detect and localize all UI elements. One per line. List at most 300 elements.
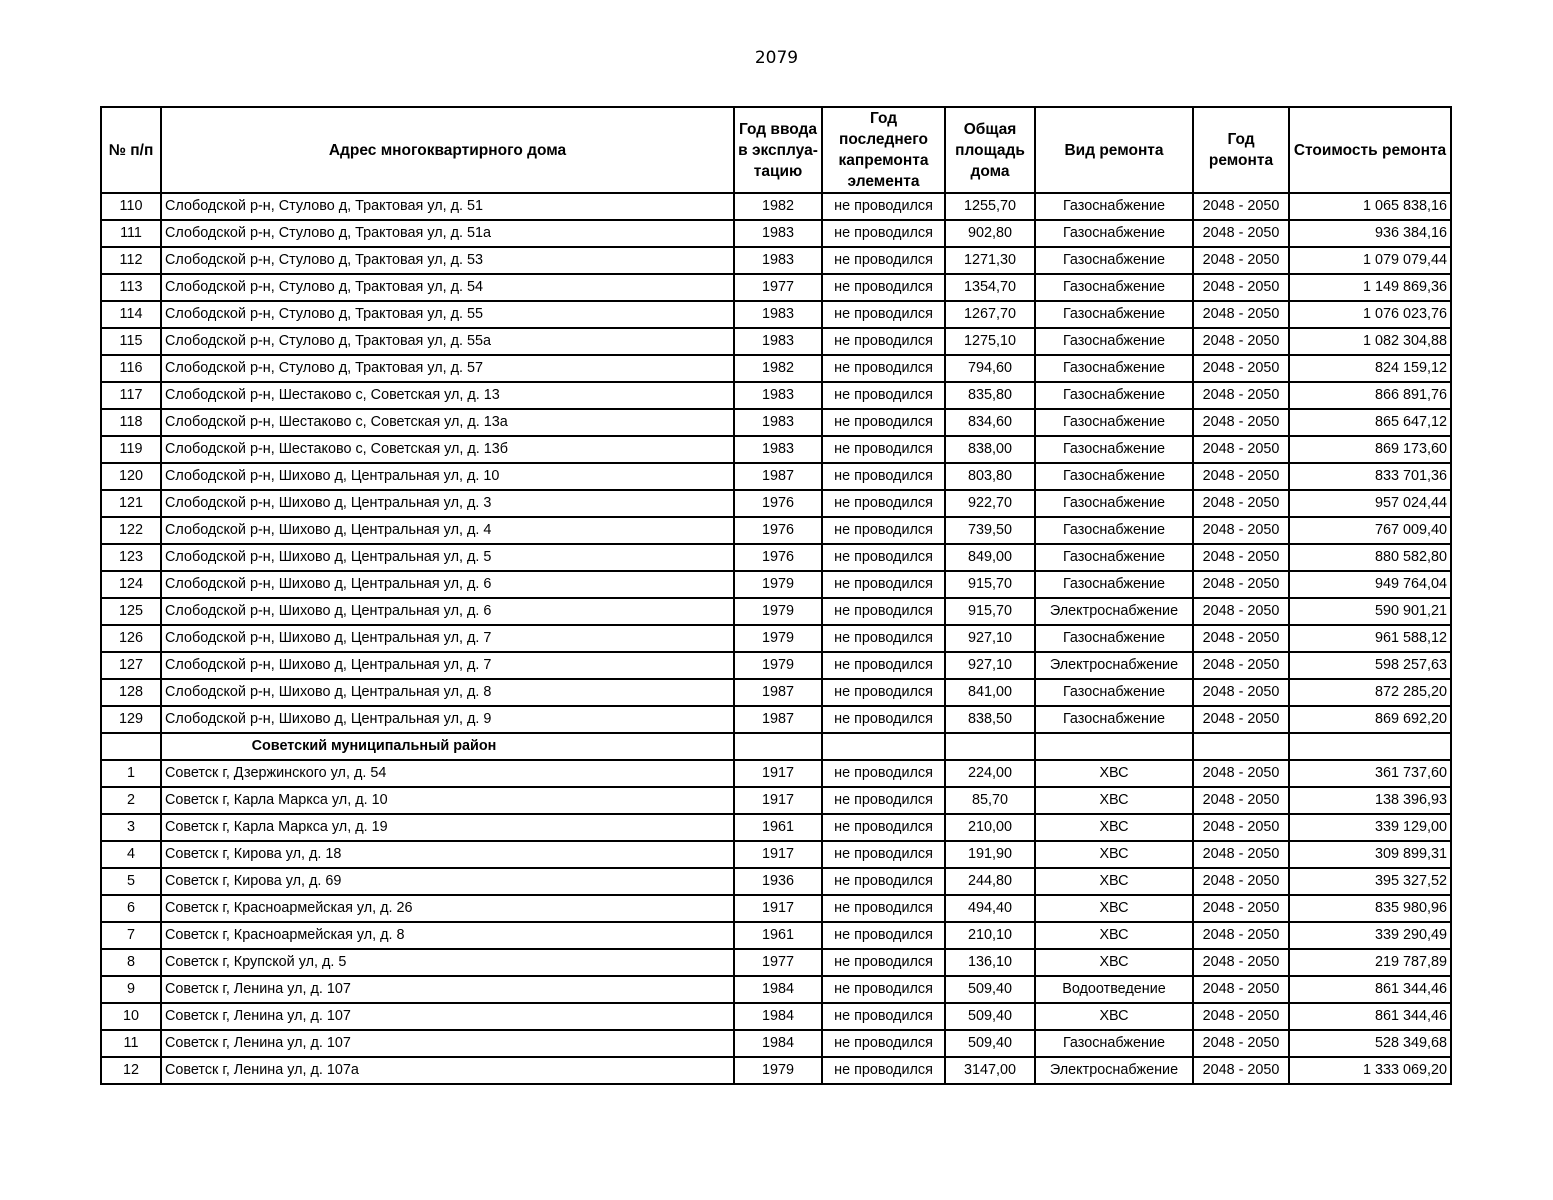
row-number: 123 <box>101 544 161 571</box>
row-repair-type: Газоснабжение <box>1035 301 1193 328</box>
row-area: 210,00 <box>945 814 1035 841</box>
row-last-repair: не проводился <box>822 409 945 436</box>
row-area: 191,90 <box>945 841 1035 868</box>
table-row <box>101 922 1451 949</box>
row-last-repair: не проводился <box>822 814 945 841</box>
row-cost: 1 065 838,16 <box>1289 193 1451 220</box>
row-repair-type: Электроснабжение <box>1035 598 1193 625</box>
row-number: 125 <box>101 598 161 625</box>
row-number: 114 <box>101 301 161 328</box>
row-cost: 598 257,63 <box>1289 652 1451 679</box>
row-address: Слободской р-н, Шихово д, Центральная ул, д. 3 <box>161 490 734 517</box>
row-number: 3 <box>101 814 161 841</box>
row-last-repair: не проводился <box>822 679 945 706</box>
row-number: 5 <box>101 868 161 895</box>
row-repair-type: Электроснабжение <box>1035 652 1193 679</box>
table-row <box>101 328 1451 355</box>
row-repair-type: ХВС <box>1035 922 1193 949</box>
row-year-built: 1979 <box>734 1057 822 1084</box>
row-year-built: 1979 <box>734 625 822 652</box>
row-repair-year: 2048 - 2050 <box>1193 247 1289 274</box>
row-address: Советск г, Дзержинского ул, д. 54 <box>161 760 734 787</box>
row-address: Слободской р-н, Стулово д, Трактовая ул, д. 51а <box>161 220 734 247</box>
row-cost: 957 024,44 <box>1289 490 1451 517</box>
row-cost: 961 588,12 <box>1289 625 1451 652</box>
row-last-repair: не проводился <box>822 1003 945 1030</box>
row-cost: 361 737,60 <box>1289 760 1451 787</box>
row-year-built: 1979 <box>734 571 822 598</box>
row-number: 11 <box>101 1030 161 1057</box>
header-num: № п/п <box>101 107 161 193</box>
row-address: Слободской р-н, Стулово д, Трактовая ул, д. 55а <box>161 328 734 355</box>
row-last-repair: не проводился <box>822 490 945 517</box>
row-repair-year: 2048 - 2050 <box>1193 1030 1289 1057</box>
row-address: Советск г, Кирова ул, д. 69 <box>161 868 734 895</box>
row-repair-type: Газоснабжение <box>1035 490 1193 517</box>
row-year-built: 1917 <box>734 760 822 787</box>
row-year-built: 1983 <box>734 301 822 328</box>
table-row <box>101 841 1451 868</box>
row-last-repair: не проводился <box>822 976 945 1003</box>
row-cost: 1 149 869,36 <box>1289 274 1451 301</box>
row-cost: 936 384,16 <box>1289 220 1451 247</box>
row-year-built: 1987 <box>734 706 822 733</box>
row-cost: 833 701,36 <box>1289 463 1451 490</box>
row-address: Слободской р-н, Шихово д, Центральная ул, д. 8 <box>161 679 734 706</box>
row-cost: 880 582,80 <box>1289 544 1451 571</box>
row-year-built: 1983 <box>734 409 822 436</box>
row-area: 922,70 <box>945 490 1035 517</box>
row-area: 136,10 <box>945 949 1035 976</box>
row-area: 915,70 <box>945 598 1035 625</box>
table-row <box>101 598 1451 625</box>
row-repair-type: ХВС <box>1035 949 1193 976</box>
row-area: 244,80 <box>945 868 1035 895</box>
row-repair-type: Газоснабжение <box>1035 382 1193 409</box>
row-address: Слободской р-н, Шихово д, Центральная ул, д. 6 <box>161 598 734 625</box>
row-year-built: 1983 <box>734 220 822 247</box>
row-area: 849,00 <box>945 544 1035 571</box>
table-row <box>101 409 1451 436</box>
row-area: 841,00 <box>945 679 1035 706</box>
table-row <box>101 1030 1451 1057</box>
row-last-repair: не проводился <box>822 652 945 679</box>
row-last-repair: не проводился <box>822 787 945 814</box>
row-address: Слободской р-н, Шестаково с, Советская ул, д. 13 <box>161 382 734 409</box>
row-address: Слободской р-н, Шестаково с, Советская ул, д. 13а <box>161 409 734 436</box>
row-repair-year: 2048 - 2050 <box>1193 490 1289 517</box>
row-repair-year: 2048 - 2050 <box>1193 814 1289 841</box>
row-repair-type: Газоснабжение <box>1035 274 1193 301</box>
header-repair-type: Вид ремонта <box>1035 107 1193 193</box>
header-repair-year: Год ремонта <box>1193 107 1289 193</box>
row-number: 120 <box>101 463 161 490</box>
row-repair-year: 2048 - 2050 <box>1193 436 1289 463</box>
row-number: 6 <box>101 895 161 922</box>
row-repair-year: 2048 - 2050 <box>1193 868 1289 895</box>
header-address: Адрес многоквартирного дома <box>161 107 734 193</box>
row-number: 129 <box>101 706 161 733</box>
row-number: 126 <box>101 625 161 652</box>
table-row <box>101 301 1451 328</box>
table-row <box>101 220 1451 247</box>
row-area: 1271,30 <box>945 247 1035 274</box>
row-address: Слободской р-н, Стулово д, Трактовая ул, д. 55 <box>161 301 734 328</box>
table-row <box>101 625 1451 652</box>
row-last-repair: не проводился <box>822 706 945 733</box>
row-cost: 1 079 079,44 <box>1289 247 1451 274</box>
row-year-built: 1961 <box>734 814 822 841</box>
row-year-built: 1984 <box>734 1030 822 1057</box>
row-cost: 395 327,52 <box>1289 868 1451 895</box>
row-repair-year: 2048 - 2050 <box>1193 382 1289 409</box>
row-cost: 872 285,20 <box>1289 679 1451 706</box>
row-address: Советск г, Карла Маркса ул, д. 10 <box>161 787 734 814</box>
empty-cell <box>101 733 161 760</box>
row-year-built: 1979 <box>734 652 822 679</box>
row-repair-year: 2048 - 2050 <box>1193 544 1289 571</box>
row-repair-year: 2048 - 2050 <box>1193 949 1289 976</box>
row-repair-year: 2048 - 2050 <box>1193 760 1289 787</box>
row-cost: 528 349,68 <box>1289 1030 1451 1057</box>
row-address: Слободской р-н, Стулово д, Трактовая ул, д. 54 <box>161 274 734 301</box>
row-address: Советск г, Красноармейская ул, д. 26 <box>161 895 734 922</box>
section-row <box>101 733 1451 760</box>
row-year-built: 1982 <box>734 193 822 220</box>
row-last-repair: не проводился <box>822 760 945 787</box>
row-last-repair: не проводился <box>822 274 945 301</box>
table-row <box>101 814 1451 841</box>
row-repair-year: 2048 - 2050 <box>1193 625 1289 652</box>
table-row <box>101 355 1451 382</box>
row-number: 8 <box>101 949 161 976</box>
row-area: 210,10 <box>945 922 1035 949</box>
row-number: 116 <box>101 355 161 382</box>
row-year-built: 1987 <box>734 463 822 490</box>
row-area: 915,70 <box>945 571 1035 598</box>
header-last-repair: Год последнего капремонта элемента <box>822 107 945 193</box>
row-year-built: 1987 <box>734 679 822 706</box>
row-repair-type: ХВС <box>1035 760 1193 787</box>
row-repair-type: Газоснабжение <box>1035 1030 1193 1057</box>
row-repair-year: 2048 - 2050 <box>1193 787 1289 814</box>
row-year-built: 1977 <box>734 274 822 301</box>
row-cost: 309 899,31 <box>1289 841 1451 868</box>
row-last-repair: не проводился <box>822 868 945 895</box>
row-address: Слободской р-н, Шихово д, Центральная ул, д. 6 <box>161 571 734 598</box>
row-area: 927,10 <box>945 652 1035 679</box>
row-cost: 824 159,12 <box>1289 355 1451 382</box>
row-year-built: 1976 <box>734 544 822 571</box>
row-address: Советск г, Карла Маркса ул, д. 19 <box>161 814 734 841</box>
row-repair-year: 2048 - 2050 <box>1193 328 1289 355</box>
row-repair-type: Газоснабжение <box>1035 247 1193 274</box>
row-address: Советск г, Кирова ул, д. 18 <box>161 841 734 868</box>
row-repair-year: 2048 - 2050 <box>1193 922 1289 949</box>
row-number: 118 <box>101 409 161 436</box>
row-number: 10 <box>101 1003 161 1030</box>
row-number: 117 <box>101 382 161 409</box>
row-repair-year: 2048 - 2050 <box>1193 355 1289 382</box>
row-cost: 339 290,49 <box>1289 922 1451 949</box>
row-area: 1354,70 <box>945 274 1035 301</box>
row-last-repair: не проводился <box>822 220 945 247</box>
row-cost: 861 344,46 <box>1289 1003 1451 1030</box>
row-last-repair: не проводился <box>822 247 945 274</box>
row-area: 838,50 <box>945 706 1035 733</box>
row-last-repair: не проводился <box>822 1030 945 1057</box>
row-year-built: 1983 <box>734 436 822 463</box>
row-year-built: 1917 <box>734 895 822 922</box>
row-number: 110 <box>101 193 161 220</box>
row-number: 119 <box>101 436 161 463</box>
row-repair-type: Газоснабжение <box>1035 328 1193 355</box>
row-repair-type: Газоснабжение <box>1035 436 1193 463</box>
row-cost: 866 891,76 <box>1289 382 1451 409</box>
row-cost: 861 344,46 <box>1289 976 1451 1003</box>
row-number: 2 <box>101 787 161 814</box>
row-area: 834,60 <box>945 409 1035 436</box>
row-address: Слободской р-н, Стулово д, Трактовая ул, д. 57 <box>161 355 734 382</box>
row-cost: 869 173,60 <box>1289 436 1451 463</box>
row-area: 902,80 <box>945 220 1035 247</box>
row-number: 121 <box>101 490 161 517</box>
row-cost: 767 009,40 <box>1289 517 1451 544</box>
row-cost: 949 764,04 <box>1289 571 1451 598</box>
row-last-repair: не проводился <box>822 301 945 328</box>
row-cost: 835 980,96 <box>1289 895 1451 922</box>
table-row <box>101 706 1451 733</box>
row-repair-year: 2048 - 2050 <box>1193 463 1289 490</box>
row-repair-year: 2048 - 2050 <box>1193 652 1289 679</box>
row-year-built: 1984 <box>734 1003 822 1030</box>
table-row <box>101 571 1451 598</box>
table-row <box>101 868 1451 895</box>
row-cost: 869 692,20 <box>1289 706 1451 733</box>
row-repair-type: ХВС <box>1035 868 1193 895</box>
row-repair-year: 2048 - 2050 <box>1193 679 1289 706</box>
table-row <box>101 247 1451 274</box>
table-row <box>101 274 1451 301</box>
row-area: 739,50 <box>945 517 1035 544</box>
row-area: 927,10 <box>945 625 1035 652</box>
row-repair-type: Газоснабжение <box>1035 625 1193 652</box>
row-cost: 1 082 304,88 <box>1289 328 1451 355</box>
row-area: 224,00 <box>945 760 1035 787</box>
row-year-built: 1976 <box>734 490 822 517</box>
row-repair-year: 2048 - 2050 <box>1193 598 1289 625</box>
section-title: Советский муниципальный район <box>161 733 734 760</box>
row-last-repair: не проводился <box>822 1057 945 1084</box>
row-cost: 590 901,21 <box>1289 598 1451 625</box>
empty-cell <box>1193 733 1289 760</box>
row-last-repair: не проводился <box>822 436 945 463</box>
row-cost: 219 787,89 <box>1289 949 1451 976</box>
row-last-repair: не проводился <box>822 625 945 652</box>
row-repair-type: Газоснабжение <box>1035 220 1193 247</box>
row-last-repair: не проводился <box>822 517 945 544</box>
row-address: Слободской р-н, Стулово д, Трактовая ул, д. 51 <box>161 193 734 220</box>
row-last-repair: не проводился <box>822 382 945 409</box>
row-area: 85,70 <box>945 787 1035 814</box>
row-repair-type: Газоснабжение <box>1035 355 1193 382</box>
table-row <box>101 895 1451 922</box>
row-repair-year: 2048 - 2050 <box>1193 409 1289 436</box>
row-last-repair: не проводился <box>822 949 945 976</box>
row-number: 128 <box>101 679 161 706</box>
row-repair-year: 2048 - 2050 <box>1193 517 1289 544</box>
row-repair-year: 2048 - 2050 <box>1193 706 1289 733</box>
header-cost: Стоимость ремонта <box>1289 107 1451 193</box>
row-cost: 1 076 023,76 <box>1289 301 1451 328</box>
table-row <box>101 463 1451 490</box>
row-area: 1255,70 <box>945 193 1035 220</box>
row-repair-type: Газоснабжение <box>1035 679 1193 706</box>
row-year-built: 1961 <box>734 922 822 949</box>
row-area: 794,60 <box>945 355 1035 382</box>
empty-cell <box>1035 733 1193 760</box>
row-address: Советск г, Крупской ул, д. 5 <box>161 949 734 976</box>
empty-cell <box>1289 733 1451 760</box>
row-cost: 1 333 069,20 <box>1289 1057 1451 1084</box>
row-repair-type: ХВС <box>1035 841 1193 868</box>
row-year-built: 1917 <box>734 841 822 868</box>
row-repair-year: 2048 - 2050 <box>1193 571 1289 598</box>
row-repair-year: 2048 - 2050 <box>1193 1057 1289 1084</box>
row-repair-type: ХВС <box>1035 787 1193 814</box>
row-repair-type: Газоснабжение <box>1035 571 1193 598</box>
row-address: Слободской р-н, Шихово д, Центральная ул, д. 10 <box>161 463 734 490</box>
row-number: 122 <box>101 517 161 544</box>
table-row <box>101 976 1451 1003</box>
table-row <box>101 949 1451 976</box>
row-address: Слободской р-н, Шихово д, Центральная ул, д. 7 <box>161 625 734 652</box>
row-address: Советск г, Ленина ул, д. 107 <box>161 1030 734 1057</box>
row-last-repair: не проводился <box>822 571 945 598</box>
table-row <box>101 517 1451 544</box>
table-row <box>101 679 1451 706</box>
row-year-built: 1983 <box>734 247 822 274</box>
row-year-built: 1936 <box>734 868 822 895</box>
row-area: 3147,00 <box>945 1057 1035 1084</box>
row-last-repair: не проводился <box>822 463 945 490</box>
row-repair-year: 2048 - 2050 <box>1193 274 1289 301</box>
row-address: Слободской р-н, Шихово д, Центральная ул, д. 5 <box>161 544 734 571</box>
row-last-repair: не проводился <box>822 922 945 949</box>
row-number: 111 <box>101 220 161 247</box>
row-repair-year: 2048 - 2050 <box>1193 193 1289 220</box>
table-header-row <box>101 107 1451 193</box>
row-repair-year: 2048 - 2050 <box>1193 301 1289 328</box>
row-repair-type: Газоснабжение <box>1035 193 1193 220</box>
row-year-built: 1917 <box>734 787 822 814</box>
row-year-built: 1983 <box>734 382 822 409</box>
row-cost: 339 129,00 <box>1289 814 1451 841</box>
table-row <box>101 652 1451 679</box>
row-area: 509,40 <box>945 976 1035 1003</box>
row-number: 115 <box>101 328 161 355</box>
row-year-built: 1979 <box>734 598 822 625</box>
row-area: 1267,70 <box>945 301 1035 328</box>
row-repair-year: 2048 - 2050 <box>1193 220 1289 247</box>
row-year-built: 1977 <box>734 949 822 976</box>
row-address: Советск г, Ленина ул, д. 107 <box>161 1003 734 1030</box>
row-repair-year: 2048 - 2050 <box>1193 841 1289 868</box>
row-cost: 865 647,12 <box>1289 409 1451 436</box>
row-number: 12 <box>101 1057 161 1084</box>
row-area: 803,80 <box>945 463 1035 490</box>
table-row <box>101 490 1451 517</box>
row-address: Слободской р-н, Шестаково с, Советская ул, д. 13б <box>161 436 734 463</box>
table-row <box>101 787 1451 814</box>
header-area: Общая площадь дома <box>945 107 1035 193</box>
row-repair-type: Газоснабжение <box>1035 409 1193 436</box>
row-repair-type: ХВС <box>1035 814 1193 841</box>
row-last-repair: не проводился <box>822 355 945 382</box>
header-year-built: Год ввода в эксплуа-тацию <box>734 107 822 193</box>
table-row <box>101 436 1451 463</box>
row-number: 4 <box>101 841 161 868</box>
row-address: Советск г, Красноармейская ул, д. 8 <box>161 922 734 949</box>
row-repair-type: Водоотведение <box>1035 976 1193 1003</box>
repair-schedule-table <box>100 106 1452 1085</box>
row-repair-year: 2048 - 2050 <box>1193 976 1289 1003</box>
row-year-built: 1984 <box>734 976 822 1003</box>
row-number: 124 <box>101 571 161 598</box>
row-number: 113 <box>101 274 161 301</box>
row-number: 127 <box>101 652 161 679</box>
row-last-repair: не проводился <box>822 841 945 868</box>
row-repair-type: ХВС <box>1035 1003 1193 1030</box>
row-address: Слободской р-н, Шихово д, Центральная ул, д. 4 <box>161 517 734 544</box>
row-year-built: 1982 <box>734 355 822 382</box>
row-repair-year: 2048 - 2050 <box>1193 1003 1289 1030</box>
row-repair-type: Газоснабжение <box>1035 463 1193 490</box>
row-repair-type: Электроснабжение <box>1035 1057 1193 1084</box>
page-number: 2079 <box>754 48 799 68</box>
row-area: 509,40 <box>945 1003 1035 1030</box>
row-area: 509,40 <box>945 1030 1035 1057</box>
row-cost: 138 396,93 <box>1289 787 1451 814</box>
empty-cell <box>734 733 822 760</box>
row-last-repair: не проводился <box>822 193 945 220</box>
row-number: 112 <box>101 247 161 274</box>
row-repair-type: Газоснабжение <box>1035 706 1193 733</box>
row-repair-type: Газоснабжение <box>1035 517 1193 544</box>
row-area: 1275,10 <box>945 328 1035 355</box>
table-row <box>101 193 1451 220</box>
table-row <box>101 760 1451 787</box>
row-last-repair: не проводился <box>822 895 945 922</box>
row-area: 835,80 <box>945 382 1035 409</box>
row-repair-year: 2048 - 2050 <box>1193 895 1289 922</box>
row-address: Советск г, Ленина ул, д. 107а <box>161 1057 734 1084</box>
row-address: Слободской р-н, Стулово д, Трактовая ул, д. 53 <box>161 247 734 274</box>
row-address: Советск г, Ленина ул, д. 107 <box>161 976 734 1003</box>
row-repair-type: ХВС <box>1035 895 1193 922</box>
table-row <box>101 1003 1451 1030</box>
table-row <box>101 1057 1451 1084</box>
row-last-repair: не проводился <box>822 328 945 355</box>
row-address: Слободской р-н, Шихово д, Центральная ул, д. 9 <box>161 706 734 733</box>
row-repair-type: Газоснабжение <box>1035 544 1193 571</box>
row-area: 494,40 <box>945 895 1035 922</box>
row-year-built: 1983 <box>734 328 822 355</box>
empty-cell <box>945 733 1035 760</box>
row-number: 9 <box>101 976 161 1003</box>
row-last-repair: не проводился <box>822 598 945 625</box>
row-number: 1 <box>101 760 161 787</box>
